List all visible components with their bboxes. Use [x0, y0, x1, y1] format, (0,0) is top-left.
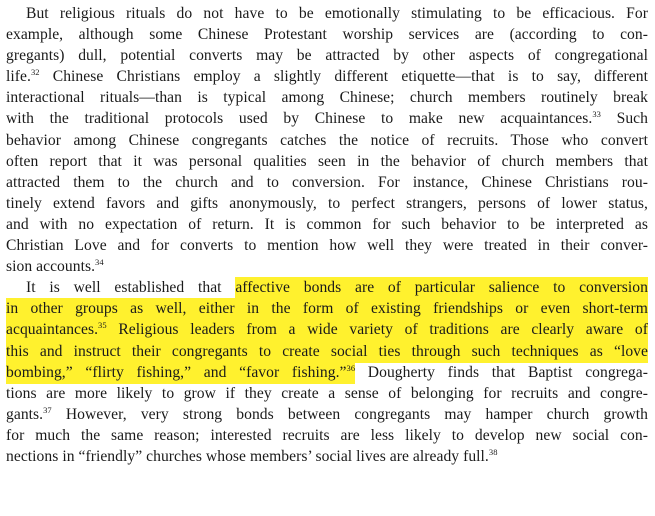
text-line	[6, 151, 648, 172]
text-run: sion accounts.	[6, 258, 96, 276]
text-run: behavior among Chinese congregants catches the notice of recruits. Those who convert	[6, 131, 648, 149]
footnote-marker: 38	[488, 446, 498, 457]
text-line	[6, 45, 648, 66]
text-line: tions are more likely to grow if they create a sense of belonging for recruits and congre-	[6, 384, 648, 402]
text-line	[6, 3, 648, 24]
text-line	[6, 108, 648, 129]
text-line	[6, 319, 648, 340]
text-run: Such	[600, 110, 649, 128]
text-run: life.	[6, 68, 31, 86]
text-run: attracted them to the church and to conversion. For instance, Chinese Christians rou-	[6, 173, 648, 191]
paragraph-2	[6, 277, 648, 467]
text-run: It is well established that	[26, 279, 236, 297]
text-run: However, very strong bonds between congregants may hamper church growth	[51, 405, 648, 423]
text-line	[6, 298, 648, 319]
footnote-marker: 37	[43, 404, 52, 415]
text-run: and with no expectation of return. It is common for such behavior to be interpreted as	[6, 215, 648, 233]
text-run: interactional rituals—than is typical among Chinese; church members routinely break	[6, 89, 648, 107]
text-line	[6, 87, 648, 108]
text-run: example, although some Chinese Protestant worship services are (according to con-	[6, 26, 648, 44]
highlighted-text: this and instruct their congregants to create social ties through such techniques as “love	[6, 341, 648, 363]
text-line	[6, 172, 648, 193]
text-run: Religious leaders from a wide variety of traditions are clearly aware of	[106, 321, 648, 339]
text-line	[6, 193, 648, 214]
text-run: gants.	[6, 405, 44, 423]
highlighted-text	[6, 362, 355, 384]
text-line	[6, 404, 648, 425]
paragraph-1	[6, 3, 648, 277]
text-run: But religious rituals do not have to be emotionally stimulating to be efficacious. For	[26, 5, 648, 22]
text-run: gregants) dull, potential converts may be attracted by other aspects of congregational	[6, 47, 648, 65]
footnote-marker: 34	[95, 257, 104, 268]
footnote-marker: 35	[98, 320, 107, 331]
footnote-marker: 33	[592, 109, 601, 120]
text-line	[6, 214, 648, 235]
text-line	[6, 446, 648, 467]
text-run: tinely extend favors and gifts anonymously, to perfect strangers, persons of lower status,	[6, 194, 648, 212]
highlighted-text	[6, 319, 648, 341]
text-line	[6, 341, 648, 362]
highlighted-text: affective bonds are of particular salience to conversion	[235, 277, 648, 299]
text-line: for much the same reason; interested recruits are less likely to develop new social con-	[6, 426, 648, 444]
text-line	[6, 66, 648, 87]
footnote-marker: 36	[346, 362, 356, 373]
text-run: Chinese Christians employ a slightly different etiquette—that is to say, different	[39, 68, 648, 86]
text-line	[6, 235, 648, 256]
document-page	[6, 3, 648, 467]
text-line	[6, 24, 648, 45]
text-run: Dougherty finds that Baptist congrega-	[355, 363, 648, 381]
text-run: bombing,” “flirty fishing,” and “favor fishing.”	[6, 363, 347, 381]
highlighted-text: in other groups as well, either in the form of existing friendships or even short-term	[6, 298, 648, 320]
text-line	[6, 362, 648, 383]
text-run: Christian Love and for converts to mention how well they were treated in their conver-	[6, 237, 648, 255]
text-run: acquaintances.	[6, 321, 99, 339]
text-run: often report that it was personal qualities seen in the behavior of church members that	[6, 152, 648, 170]
footnote-marker: 32	[30, 67, 40, 78]
text-line	[6, 130, 648, 151]
text-line	[6, 277, 648, 298]
text-run: with the traditional protocols used by Chinese to make new acquaintances.	[6, 110, 593, 128]
text-run: nections in “friendly” churches whose members’ social lives are already full.	[6, 447, 489, 465]
text-line	[6, 256, 648, 277]
